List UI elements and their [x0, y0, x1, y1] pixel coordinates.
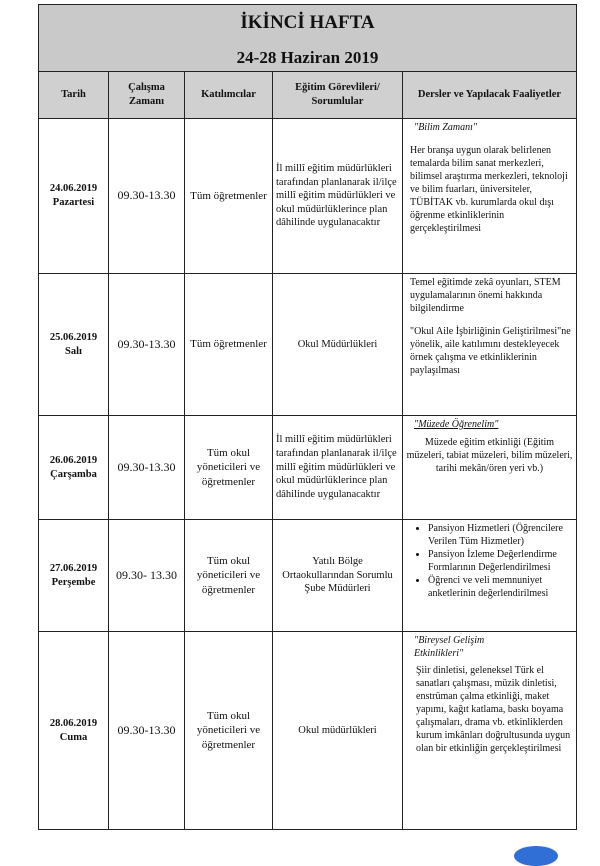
activities-cell [403, 274, 577, 416]
activity-paragraph-2: "Okul Aile İşbirliğinin Geliştirilmesi"ne yönelik, aile katılımını destekleyecek örnek çalışma ve etkinliklerinin paylaşılması [410, 326, 571, 376]
day-text: Pazartesi [52, 197, 95, 208]
responsible-cell: İl millî eğitim müdürlükleri tarafından planlanarak il/ilçe millî eğitim müdürlükleri ve okul müdürlüklerince plan dâhilinde uygulanacaktır [273, 416, 403, 520]
date-text: 26.06.2019 [49, 454, 98, 466]
time-cell: 09.30-13.30 [109, 274, 185, 416]
header-date: Tarih [39, 72, 109, 119]
title-block [39, 5, 577, 72]
activity-title: "Bilim Zamanı" [414, 122, 478, 133]
date-cell [39, 416, 109, 520]
activity-body: Müzede eğitim etkinliği (Eğitim müzeleri, tabiat müzeleri, bilim müzeleri, tarihi mekân/ören yeri vb.) [406, 437, 573, 474]
date-cell [39, 520, 109, 632]
day-text: Çarşamba [50, 468, 97, 480]
table-row [39, 119, 577, 274]
date-text: 28.06.2019 [49, 717, 98, 729]
time-cell: 09.30-13.30 [109, 119, 185, 274]
table-row [39, 274, 577, 416]
responsible-cell: İl millî eğitim müdürlükleri tarafından planlanarak il/ilçe millî eğitim müdürlükleri ve okul müdürlüklerince plan dâhilinde uygulanacaktır [273, 119, 403, 274]
day-text: Salı [65, 345, 82, 357]
participants-cell: Tüm okul yöneticileri ve öğretmenler [185, 416, 273, 520]
activities-cell [403, 520, 577, 632]
header-row [39, 72, 577, 119]
activities-cell [403, 119, 577, 274]
header-activities: Dersler ve Yapılacak Faaliyetler [403, 72, 577, 119]
table-row [39, 632, 577, 830]
header-time: Çalışma Zamanı [109, 72, 185, 119]
date-cell [39, 632, 109, 830]
participants-cell: Tüm öğretmenler [185, 119, 273, 274]
table-row [39, 520, 577, 632]
participants-cell: Tüm okul yöneticileri ve öğretmenler [185, 520, 273, 632]
activity-bullet-list [406, 522, 573, 600]
date-cell [39, 119, 109, 274]
date-text: 27.06.2019 [49, 562, 98, 574]
date-range-title: 24-28 Haziran 2019 [236, 48, 379, 68]
floating-action-button[interactable] [514, 846, 558, 866]
activities-cell [403, 416, 577, 520]
header-participants: Katılımcılar [185, 72, 273, 119]
activity-title: "Müzede Öğrenelim" [414, 419, 499, 430]
time-cell: 09.30- 13.30 [109, 520, 185, 632]
table-row [39, 416, 577, 520]
activities-cell [403, 632, 577, 830]
participants-cell: Tüm okul yöneticileri ve öğretmenler [185, 632, 273, 830]
responsible-cell: Okul müdürlükleri [273, 632, 403, 830]
responsible-cell: Okul Müdürlükleri [273, 274, 403, 416]
date-text: 25.06.2019 [49, 331, 98, 343]
time-cell: 09.30-13.30 [109, 632, 185, 830]
list-item: • Pansiyon Hizmetleri (Öğrencilere Verilen Tüm Hizmetler) [428, 522, 573, 548]
day-text: Cuma [59, 731, 88, 743]
date-cell [39, 274, 109, 416]
responsible-cell: Yatılı Bölge Ortaokullarından Sorumlu Şube Müdürleri [273, 520, 403, 632]
list-item: • Pansiyon İzleme Değerlendirme Formlarının Değerlendirilmesi [428, 548, 573, 574]
activity-body: Şiir dinletisi, geleneksel Türk el sanatları çalışması, müzik dinletisi, enstrüman çalma etkinliği, maket yapımı, kağıt katlama, baskı boyama çalışmaları, drama vb. etkinliklerden kurum imkânları doğrultusunda uygun olan bir etkinliğin gerçekleştirilmesi [416, 665, 571, 754]
activity-paragraph-1: Temel eğitimde zekâ oyunları, STEM uygulamalarının önemi hakkında bilgilendirme [410, 277, 561, 314]
activity-title: "Bireysel Gelişim Etkinlikleri" [414, 635, 485, 659]
date-text: 24.06.2019 [49, 183, 98, 195]
time-cell: 09.30-13.30 [109, 416, 185, 520]
schedule-sheet [38, 4, 576, 834]
day-text: Perşembe [51, 576, 96, 588]
schedule-table [38, 4, 577, 830]
list-item: • Öğrenci ve veli memnuniyet anketlerinin değerlendirilmesi [428, 574, 573, 600]
participants-cell: Tüm öğretmenler [185, 274, 273, 416]
week-title: İKİNCİ HAFTA [240, 11, 375, 33]
header-responsible: Eğitim Görevlileri/ Sorumlular [273, 72, 403, 119]
activity-body: Her branşa uygun olarak belirlenen temalarda bilim sanat merkezleri, bilimsel araştırma merkezleri, teknoloji ve bilim fuarları, üniversiteler, TÜBİTAK vb. kurumlarda okul dışı öğrenme etkinliklerinin gerçekleştirilmesi [410, 145, 568, 234]
